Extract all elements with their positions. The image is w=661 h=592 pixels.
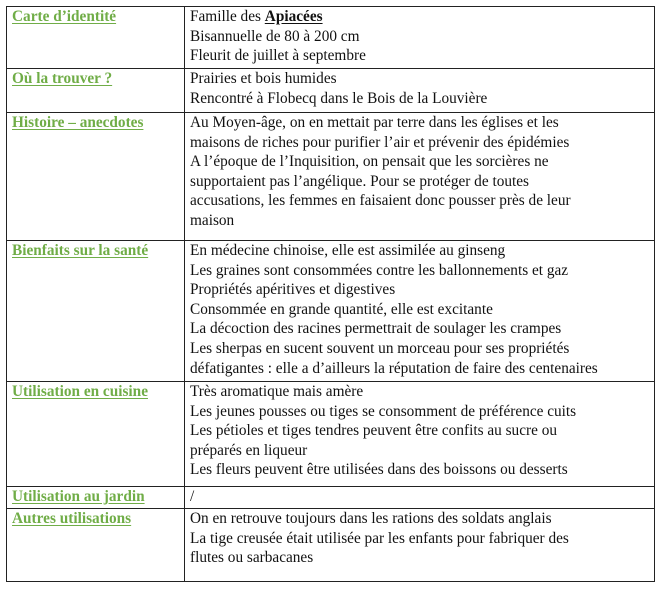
- text-line: Bisannuelle de 80 à 200 cm: [190, 27, 360, 45]
- row-label: Autres utilisations: [12, 510, 132, 527]
- row-label: Bienfaits sur la santé: [12, 242, 149, 259]
- text-line: défatigantes : elle a d’ailleurs la réputation de faire des centenaires: [190, 359, 598, 377]
- row-label-cell: [7, 487, 185, 509]
- row-carte-identite: [7, 7, 655, 69]
- row-label-cell: [7, 69, 185, 113]
- text-line: Très aromatique mais amère: [190, 383, 364, 400]
- text-line: On en retrouve toujours dans les rations des soldats anglais: [190, 510, 552, 527]
- text-line: Les sherpas en sucent souvent un morceau pour ses propriétés: [190, 339, 570, 357]
- row-content-cell: [185, 509, 655, 582]
- row-label: Où la trouver ?: [12, 70, 113, 87]
- row-label-cell: [7, 7, 185, 69]
- text-line: [190, 7, 650, 27]
- text-line: préparés en liqueur: [190, 441, 308, 459]
- text-line: Fleurit de juillet à septembre: [190, 47, 366, 65]
- plant-fact-table: [6, 6, 655, 582]
- text-line: supportaient pas l’angélique. Pour se protéger de toutes: [190, 172, 529, 190]
- row-content-cell: [185, 7, 655, 69]
- text-line: maison: [190, 211, 235, 229]
- text-line: accusations, les femmes en faisaient donc pousser près de leur: [190, 192, 571, 210]
- row-autres-utilisations: [7, 509, 655, 582]
- text-line: Les jeunes pousses ou tiges se consomment de préférence cuits: [190, 402, 577, 420]
- text-line: Propriétés apéritives et digestives: [190, 281, 396, 299]
- row-content-cell: [185, 69, 655, 113]
- text-line: Rencontré à Flobecq dans le Bois de la Louvière: [190, 89, 488, 107]
- row-label-cell: [7, 382, 185, 487]
- text-line: Consommée en grande quantité, elle est excitante: [190, 300, 493, 318]
- row-utilisation-cuisine: [7, 382, 655, 487]
- text-line: Au Moyen-âge, on en mettait par terre dans les églises et les: [190, 114, 559, 131]
- family-prefix: Famille des: [190, 8, 265, 25]
- row-utilisation-jardin: [7, 487, 655, 509]
- row-label-cell: [7, 113, 185, 241]
- row-content-cell: [185, 241, 655, 382]
- text-line: Les fleurs peuvent être utilisées dans des boissons ou desserts: [190, 461, 568, 479]
- row-ou-la-trouver: [7, 69, 655, 113]
- text-line: En médecine chinoise, elle est assimilée au ginseng: [190, 242, 506, 259]
- row-content-cell: [185, 487, 655, 509]
- row-content-cell: [185, 382, 655, 487]
- row-label: Carte d’identité: [12, 8, 117, 25]
- row-label-cell: [7, 509, 185, 582]
- row-histoire-anecdotes: [7, 113, 655, 241]
- row-bienfaits-sante: [7, 241, 655, 382]
- row-label: Histoire – anecdotes: [12, 114, 144, 131]
- family-name: Apiacées: [264, 8, 323, 25]
- row-content-cell: [185, 113, 655, 241]
- text-line: La tige creusée était utilisée par les enfants pour fabriquer des: [190, 529, 569, 547]
- text-line: La décoction des racines permettrait de soulager les crampes: [190, 320, 562, 338]
- text-line: A l’époque de l’Inquisition, on pensait que les sorcières ne: [190, 153, 549, 171]
- text-line: Prairies et bois humides: [190, 70, 337, 87]
- text-line: maisons de riches pour purifier l’air et prévenir des épidémies: [190, 133, 570, 151]
- row-label: Utilisation en cuisine: [12, 383, 148, 400]
- text-line: Les graines sont consommées contre les ballonnements et gaz: [190, 261, 569, 279]
- row-label: Utilisation au jardin: [12, 488, 145, 505]
- text-line: Les pétioles et tiges tendres peuvent être confits au sucre ou: [190, 422, 557, 440]
- text-line: /: [190, 488, 195, 505]
- text-line: flutes ou sarbacanes: [190, 549, 314, 567]
- row-label-cell: [7, 241, 185, 382]
